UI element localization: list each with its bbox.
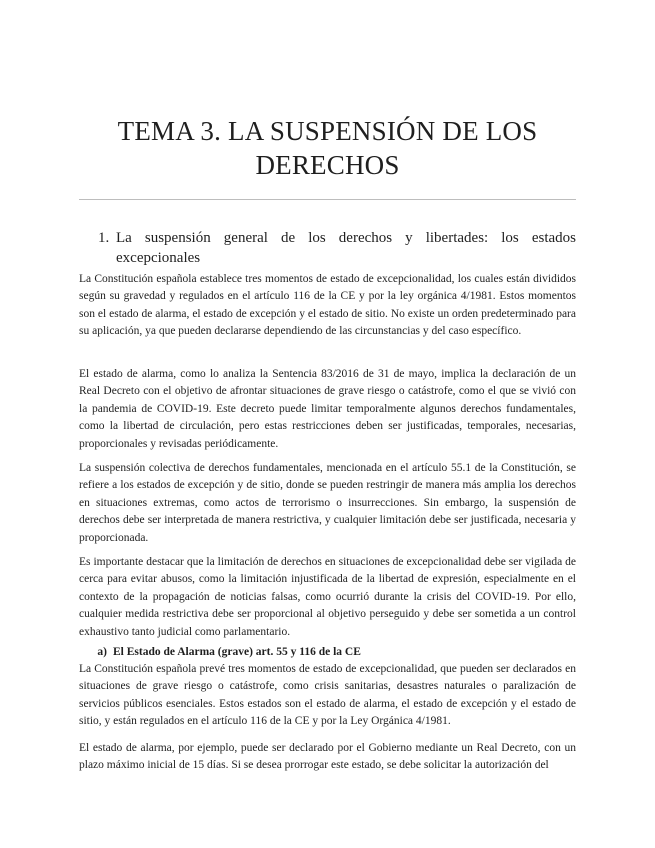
paragraph: El estado de alarma, como lo analiza la Sentencia 83/2016 de 31 de mayo, implica la declaración de un Real Decreto con el objetivo de afrontar situaciones de grave riesgo o catástrofe, como el que se vivió con la pandemia de COVID-19. Este decreto puede limitar temporalmente algunos derechos fundamentales, como la libertad de circulación, pero estas restricciones deben ser justificadas, temporales, necesarias, proporcionales y revisadas periódicamente. bbox=[79, 368, 576, 450]
subsection-letter: a) bbox=[97, 646, 107, 658]
paragraph: La Constitución española establece tres momentos de estado de excepcionalidad, los cuales están divididos según su gravedad y regulados en el artículo 116 de la CE y por la ley orgánica 4/1981. Estos momentos son el estado de alarma, el estado de excepción y el estado de sitio. No existe un orden predeterminado para su aplicación, ya que pueden declararse dependiendo de las circunstancias y del caso específico. bbox=[79, 273, 576, 338]
paragraph: El estado de alarma, por ejemplo, puede ser declarado por el Gobierno mediante un Real Decreto, con un plazo máximo inicial de 15 días. Si se desea prorrogar este estado, se debe solicitar la autorización del bbox=[79, 742, 576, 772]
subsection-heading-text: El Estado de Alarma (grave) art. 55 y 116 de la CE bbox=[113, 646, 361, 658]
subsection-heading bbox=[79, 644, 576, 661]
paragraph: La Constitución española prevé tres momentos de estado de excepcionalidad, que pueden ser declarados en situaciones de grave riesgo o catástrofe, como crisis sanitarias, desastres naturales o paralización de servicios públicos esenciales. Estos estados son el estado de alarma, el estado de excepción y el estado de sitio, y están regulados en el artículo 116 de la CE y por la Ley Orgánica 4/1981. bbox=[79, 663, 576, 728]
document-title: TEMA 3. LA SUSPENSIÓN DE LOS DERECHOS bbox=[117, 116, 538, 180]
title-divider bbox=[79, 199, 576, 200]
paragraph: La suspensión colectiva de derechos fundamentales, mencionada en el artículo 55.1 de la Constitución, se refiere a los estados de excepción y de sitio, donde se pueden restringir de manera más amplia los derechos en situaciones extremas, como actos de terrorismo o insurrecciones. Sin embargo, la suspensión de derechos debe ser interpretada de manera restrictiva, y cualquier limitación debe ser justificada, necesaria y proporcionada. bbox=[79, 462, 576, 544]
section-heading bbox=[98, 228, 576, 268]
paragraph: Es importante destacar que la limitación de derechos en situaciones de excepcionalidad debe ser vigilada de cerca para evitar abusos, como la limitación injustificada de la libertad de expresión, especialmente en el contexto de la propagación de noticias falsas, como ocurrió durante la crisis del COVID-19. Por ello, cualquier medida restrictiva debe ser proporcional al objetivo perseguido y debe ser sometida a un control exhaustivo tanto judicial como parlamentario. bbox=[79, 556, 576, 638]
section-number: 1. bbox=[98, 230, 110, 246]
section-heading-text: La suspensión general de los derechos y libertades: los estados excepcionales bbox=[116, 230, 576, 266]
